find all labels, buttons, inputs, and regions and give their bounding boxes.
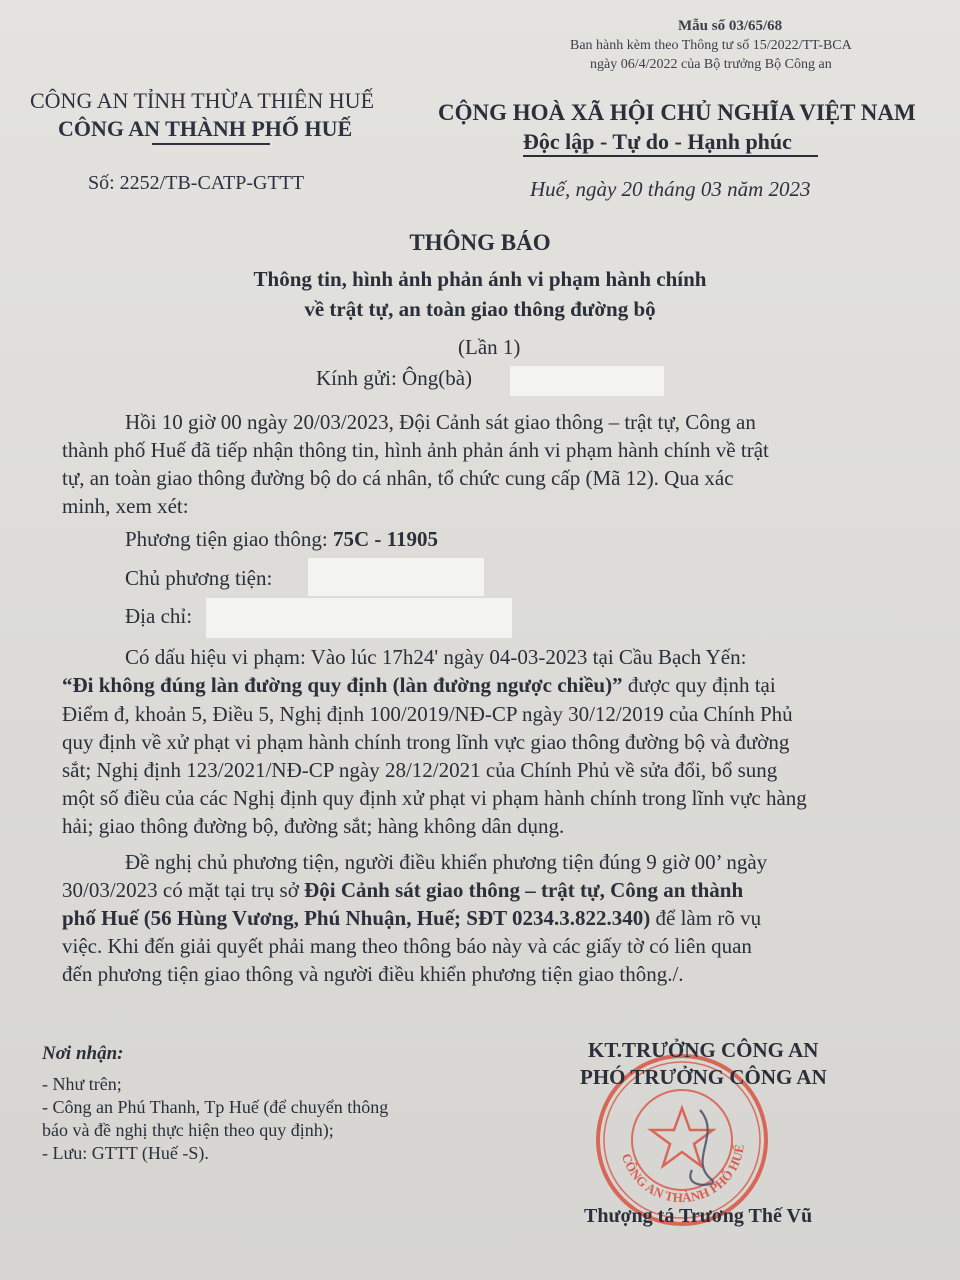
- document-title: THÔNG BÁO: [409, 230, 551, 255]
- national-title: CỘNG HOÀ XÃ HỘI CHỦ NGHĨA VIỆT NAM: [438, 100, 916, 125]
- redacted-recipient-name: [510, 366, 664, 396]
- violation-text: được quy định tại: [622, 673, 776, 697]
- violation-description: “Đi không đúng làn đường quy định (làn đường ngược chiều)”: [62, 673, 623, 697]
- document-date: Huế, ngày 20 tháng 03 năm 2023: [530, 177, 811, 201]
- violation-line: hải; giao thông đường bộ, đường sắt; hàng không dân dụng.: [62, 814, 565, 838]
- redacted-owner: [308, 558, 484, 596]
- owner-label: Chủ phương tiện:: [125, 566, 273, 590]
- request-line: việc. Khi đến giải quyết phải mang theo thông báo này và các giấy tờ có liên quan: [62, 934, 752, 958]
- violation-line: sắt; Nghị định 123/2021/NĐ-CP ngày 28/12/2021 của Chính Phủ về sửa đổi, bổ sung: [62, 758, 778, 782]
- motto-underline: [523, 155, 818, 157]
- salutation: Kính gửi: Ông(bà): [316, 366, 473, 390]
- paragraph-1-line: tự, an toàn giao thông đường bộ do cá nhân, tổ chức cung cấp (Mã 12). Qua xác: [62, 466, 734, 490]
- violation-line: Điểm đ, khoản 5, Điều 5, Nghị định 100/2019/NĐ-CP ngày 30/12/2019 của Chính Phủ: [62, 702, 793, 726]
- paragraph-1-line: minh, xem xét:: [62, 494, 189, 518]
- recipients-title: Nơi nhận:: [42, 1043, 124, 1064]
- request-line: [62, 906, 761, 931]
- request-text: để làm rõ vụ: [650, 906, 762, 930]
- vehicle-row: [125, 527, 438, 552]
- recipient-line: - Lưu: GTTT (Huế -S).: [42, 1143, 209, 1163]
- form-number: Mẫu số 03/65/68: [678, 18, 783, 34]
- document-number: Số: 2252/TB-CATP-GTTT: [88, 172, 305, 194]
- violation-line: quy định về xử phạt vi phạm hành chính trong lĩnh vực giao thông đường bộ và đường: [62, 730, 790, 754]
- paragraph-1-line: Hồi 10 giờ 00 ngày 20/03/2023, Đội Cảnh sát giao thông – trật tự, Công an: [125, 410, 756, 434]
- request-text: 30/03/2023 có mặt tại trụ sở: [62, 878, 305, 902]
- vehicle-plate: 75C - 11905: [332, 527, 438, 551]
- agency-underline: [152, 143, 270, 145]
- paragraph-1-line: thành phố Huế đã tiếp nhận thông tin, hình ảnh phản ánh vi phạm hành chính về trật: [62, 438, 769, 462]
- address-label: Địa chỉ:: [125, 604, 193, 628]
- redacted-address: [206, 598, 512, 638]
- signer-name: Thượng tá Trương Thế Vũ: [584, 1205, 813, 1227]
- agency-parent: CÔNG AN TỈNH THỪA THIÊN HUẾ: [30, 88, 375, 113]
- document-subtitle-1: Thông tin, hình ảnh phản ánh vi phạm hành chính: [253, 267, 707, 291]
- violation-line: Có dấu hiệu vi phạm: Vào lúc 17h24' ngày 04-03-2023 tại Cầu Bạch Yến:: [125, 645, 747, 669]
- document-subtitle-2: về trật tự, an toàn giao thông đường bộ: [304, 297, 656, 321]
- recipient-line: - Như trên;: [42, 1074, 122, 1094]
- attempt-number: (Lần 1): [458, 335, 521, 359]
- recipient-line: báo và đề nghị thực hiện theo quy định);: [42, 1120, 334, 1140]
- signature-title-2: PHÓ TRƯỞNG CÔNG AN: [580, 1065, 827, 1089]
- violation-line: [62, 673, 776, 698]
- signature-title-1: KT.TRƯỞNG CÔNG AN: [588, 1038, 819, 1062]
- request-office-address: phố Huế (56 Hùng Vương, Phú Nhuận, Huế; SĐT 0234.3.822.340): [62, 906, 651, 930]
- issued-by-line-1: Ban hành kèm theo Thông tư số 15/2022/TT-BCA: [570, 38, 852, 53]
- request-line: đến phương tiện giao thông và người điều khiển phương tiện giao thông./.: [62, 962, 684, 986]
- request-line: Đề nghị chủ phương tiện, người điều khiển phương tiện đúng 9 giờ 00’ ngày: [125, 850, 768, 874]
- request-line: [62, 878, 743, 903]
- violation-line: một số điều của các Nghị định quy định xử phạt vi phạm hành chính trong lĩnh vực hàng: [62, 786, 807, 810]
- issued-by-line-2: ngày 06/4/2022 của Bộ trưởng Bộ Công an: [590, 57, 832, 72]
- seal-text: CÔNG AN THÀNH PHỐ HUẾ: [618, 1143, 747, 1206]
- handwritten-signature: [690, 1110, 713, 1185]
- national-motto: Độc lập - Tự do - Hạnh phúc: [523, 129, 792, 154]
- recipient-line: - Công an Phú Thanh, Tp Huế (để chuyển thông: [42, 1097, 389, 1117]
- vehicle-label: Phương tiện giao thông:: [125, 527, 333, 551]
- request-office: Đội Cảnh sát giao thông – trật tự, Công an thành: [304, 878, 744, 902]
- agency-name: CÔNG AN THÀNH PHỐ HUẾ: [58, 116, 353, 141]
